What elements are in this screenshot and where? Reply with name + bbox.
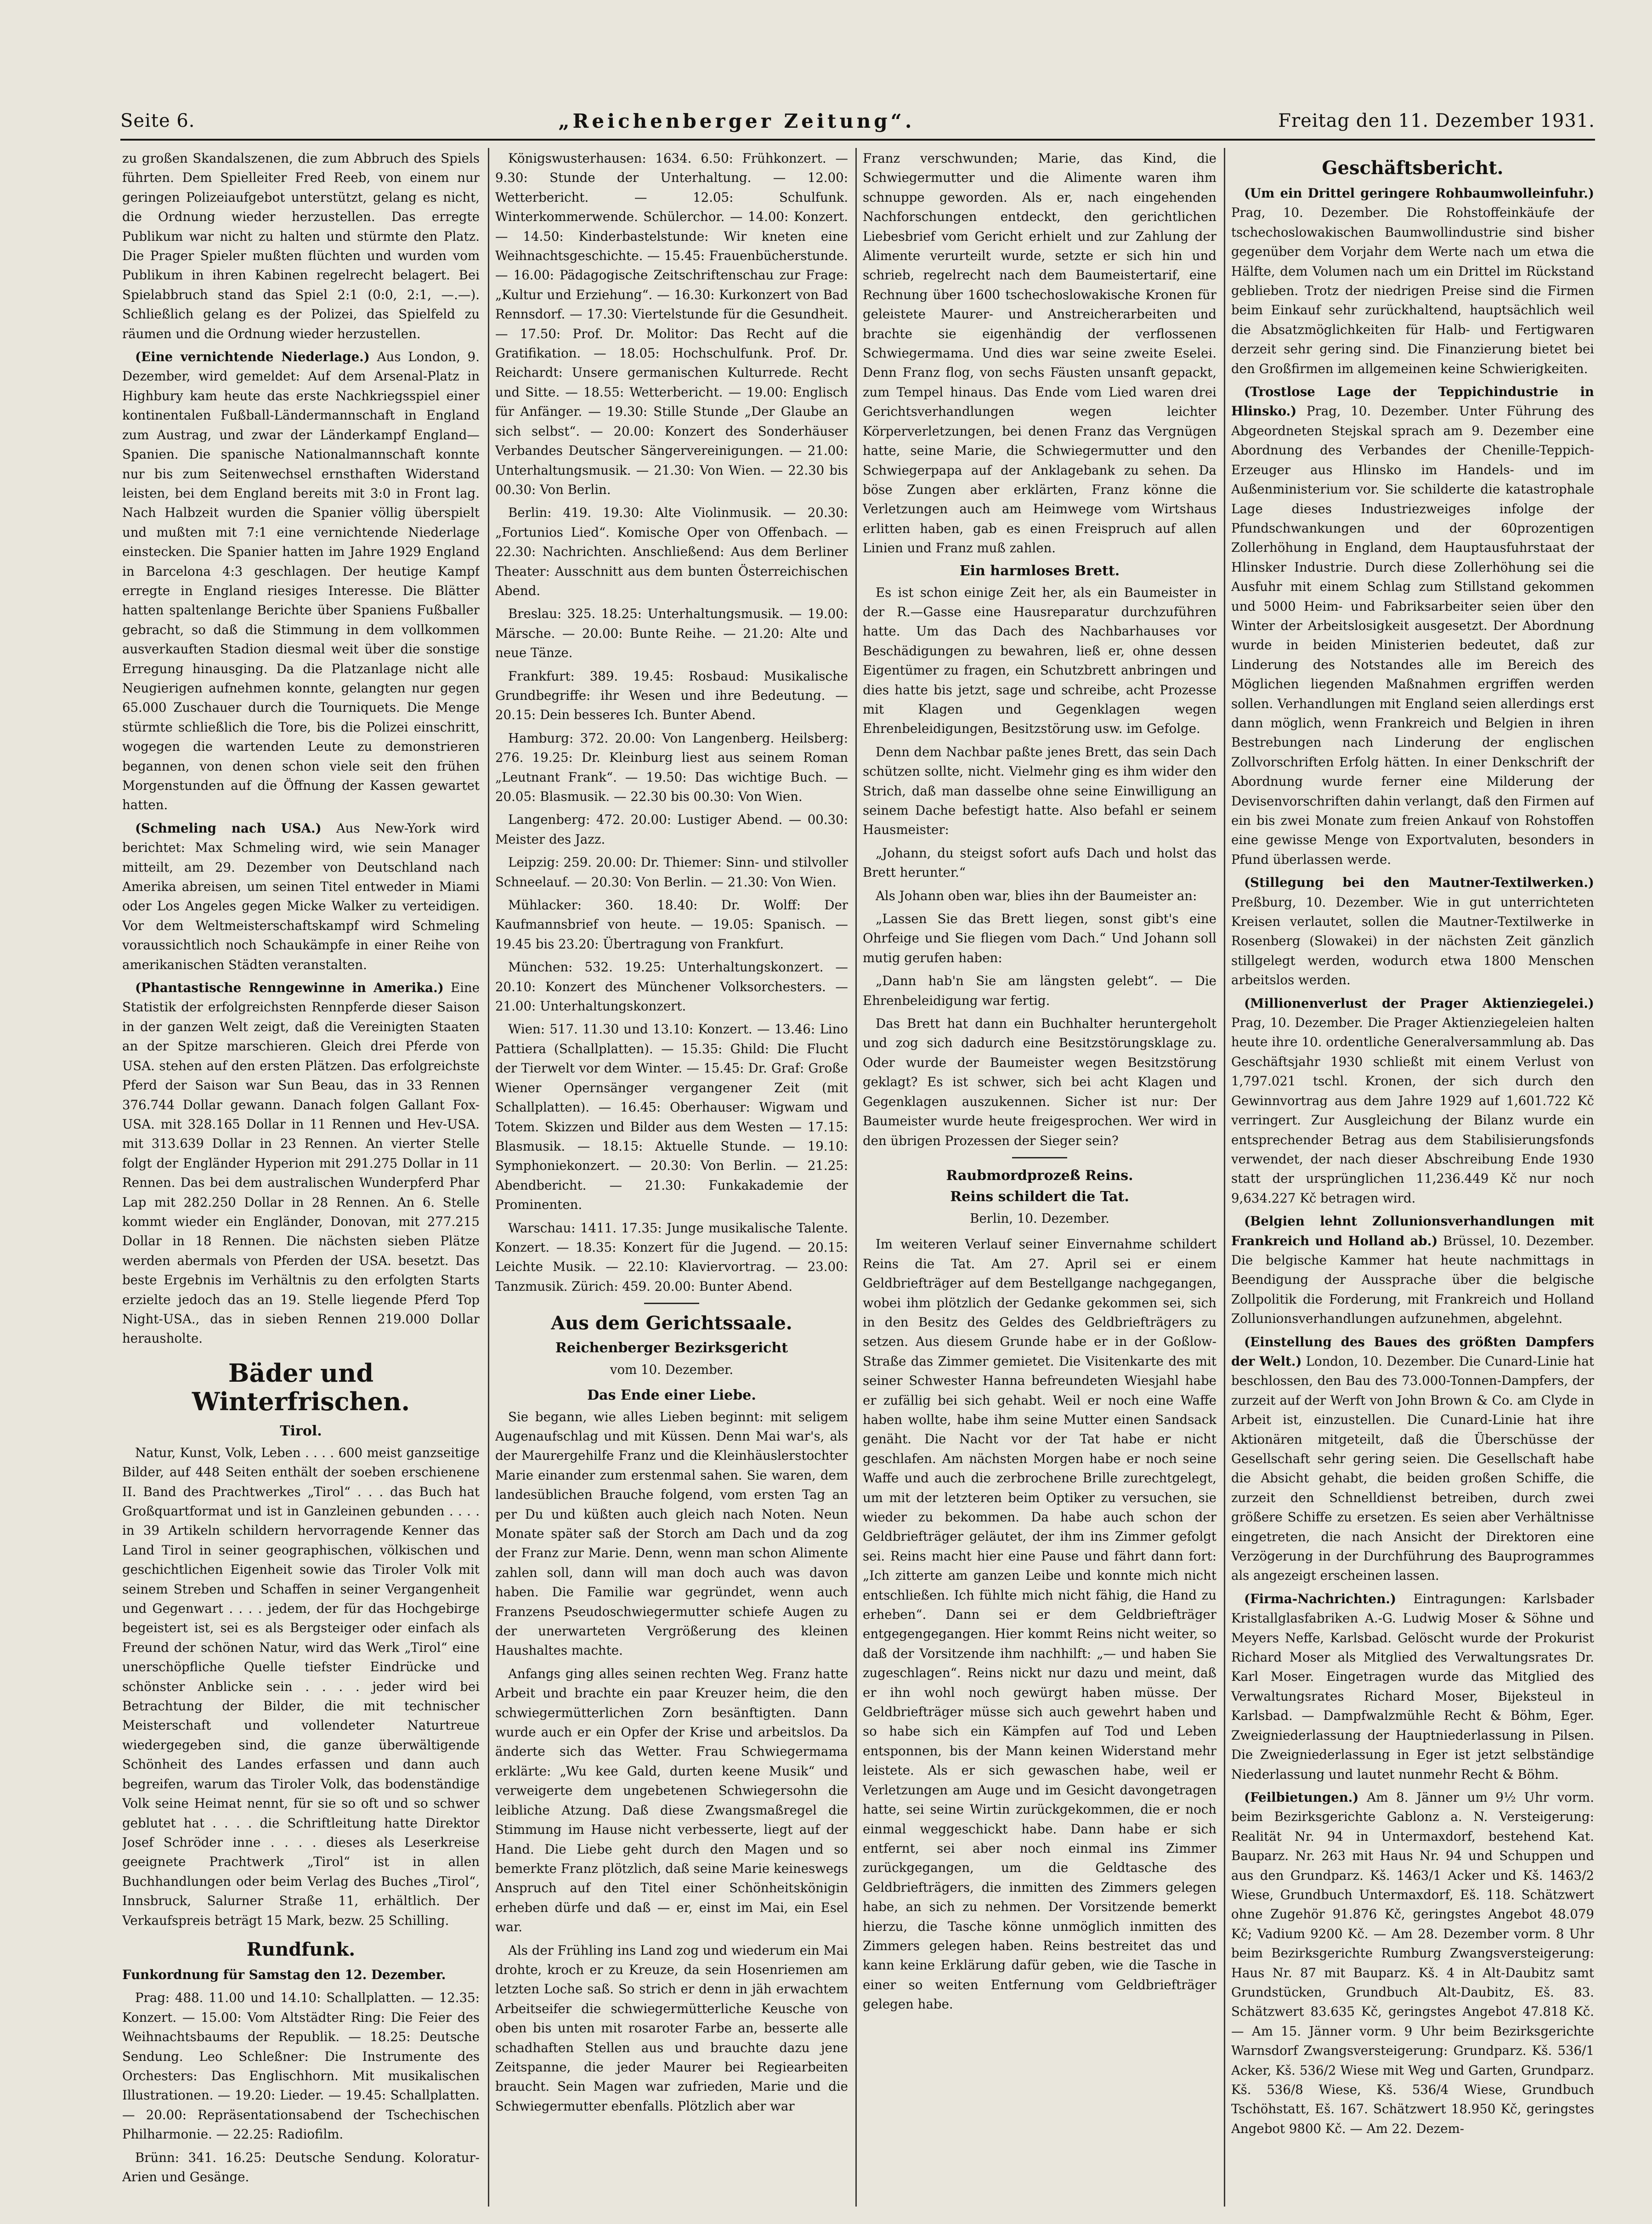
page-number: Seite 6. (120, 110, 195, 131)
item-text: Prag, 10. Dezember. Die Rohstoffeinkäufe der tschechoslowakischen Baumwollindustrie sind bisher gegenüber dem Vorjahr dem Werte nach um etwa die Hälfte, dem Volumen nach um ein Drittel im Rückstand geblieben. Trotz der niedrigen Preise sind die Firmen beim Einkauf sehr zurückhaltend, hauptsächlich weil die Absatzmöglichkeiten für Halb- und Fertigwaren derzeit sehr gering sind. Die Finanzierung bietet bei den Großfirmen im allgemeinen keine Schwierigkeiten. (1231, 205, 1594, 376)
column-divider (1224, 148, 1225, 2207)
news-item (1231, 1788, 1594, 2139)
column-1 (122, 149, 480, 2198)
radio-listing: Mühlacker: 360. 18.40: Dr. Wolff: Der Kaufmannsbrief von heute. — 19.05: Spanisch. — 19.45 bis 23.20: Übertragung von Frankfurt. (495, 897, 848, 952)
news-item (1231, 1589, 1594, 1784)
item-headline: (Um ein Drittel geringere Rohbaumwolleinfuhr.) (1244, 186, 1594, 201)
item-headline: (Einstellung des Baues des größten Dampfers der Welt.) (1231, 1334, 1594, 1369)
item-text: Brüssel, 10. Dezember. Die belgische Kammer hat heute nachmittags in Beendigung der Aussprache über die belgische Zollpolitik die Forderung, mit Frankreich und Holland Zollunionsverhandlungen aufzunehmen, abgelehnt. (1231, 1233, 1594, 1327)
item-text: Eine Statistik der erfolgreichsten Rennpferde dieser Saison in der ganzen Welt zeigt, daß die Vereinigten Staaten an der Spitze marschieren. Gleich drei Pferde von USA. stehen auf den ersten Plätzen. Das erfolgreichste Pferd der Saison war Sun Beau, das in 33 Rennen 376.744 Dollar gewann. Danach folgen Gallant Fox-USA. mit 328.165 Dollar in 11 Rennen und Hev-USA. mit 313.639 Dollar in 23 Rennen. An vierter Stelle folgt der Engländer Hyperion mit 291.275 Dollar in 11 Rennen. Das bei dem australischen Wunderpferd Phar Lap mit 282.250 Dollar in 28 Rennen. An 6. Stelle kommt wieder ein Engländer, Donovan, mit 277.215 Dollar in 18 Rennen. Die nächsten sieben Plätze werden abermals von Pferden der USA. besetzt. Das beste Ergebnis im Verhältnis zu den erfolgten Starts erzielte jedoch das an 19. Stelle liegende Pferd Top Night-USA., das in sieben Rennen 219.000 Dollar herausholte. (122, 980, 480, 1346)
radio-listing: Langenberg: 472. 20.00: Lustiger Abend. — 00.30: Meister des Jazz. (495, 812, 848, 847)
separator (644, 1303, 699, 1304)
news-item (1231, 382, 1594, 869)
article-paragraph: „Johann, du steigst sofort aufs Dach und holst das Brett herunter.“ (863, 845, 1216, 880)
column-4 (1231, 149, 1594, 2198)
section-heading: Aus dem Gerichtssaale. (551, 1312, 792, 1334)
item-headline: (Phantastische Renngewinne in Amerika.) (135, 980, 444, 996)
item-headline: (Eine vernichtende Niederlage.) (135, 349, 370, 365)
item-text: London, 10. Dezember. Die Cunard-Linie hat beschlossen, den Bau des 73.000-Tonnen-Dampfers, der zurzeit auf der Werft von John Brown & Co. am Clyde in Arbeit ist, einzustellen. Die Cunard-Linie hat ihre Aktionären mitgeteilt, daß die Überschüsse der Gesellschaft sehr gering seien. Die Gesellschaft habe die Absicht gehabt, die beiden großen Schiffe, die zurzeit den Schnelldienst betreiben, durch zwei größere Schiffe zu ersetzen. Es seien aber Verhältnisse eingetreten, die nach Ansicht der Direktoren eine Verzögerung in der Durchführung des Bauprogrammes als angezeigt erscheinen lassen. (1231, 1353, 1594, 1583)
article-paragraph: Als der Frühling ins Land zog und wiederum ein Mai drohte, kroch er zu Kreuze, da sein Hosenriemen am letzten Loche saß. So strich er denn in jäh erwachtem Arbeitseifer die schwiegermütterliche Keusche von oben bis unten mit rosaroter Farbe an, besserte alle schadhaften Stellen aus und brauchte dazu jene Zeitspanne, die jeder Maurer bei Regiearbeiten braucht. Sein Magen war zufrieden, Marie und die Schwiegermutter ebenfalls. Plötzlich aber war (495, 1942, 848, 2114)
item-text: Preßburg, 10. Dezember. Wie in gut unterrichteten Kreisen verlautet, sollen die Mautner-Textilwerke in Rosenberg (Slowakei) in der nächsten Zeit gänzlich stillgelegt werden, wodurch etwa 1800 Menschen arbeitslos werden. (1231, 894, 1594, 988)
court-name: Reichenberger Bezirksgericht (555, 1340, 788, 1356)
radio-listing: Wien: 517. 11.30 und 13.10: Konzert. — 13.46: Lino Pattiera (Schallplatten). — 15.35: Ghild: Die Flucht der Tierwelt vor dem Winter. — 15.45: Dr. Graf: Große Wiener Opernsänger vergangener Zeit (mit Schallplatten). — 16.45: Oberhauser: Wigwam und Totem. Skizzen und Bilder aus dem Westen — 17.15: Blasmusik. — 18.15: Aktuelle Stunde. — 19.10: Symphoniekonzert. — 20.30: Von Berlin. — 21.25: Abendbericht. — 21.30: Funkakademie der Prominenten. (495, 1021, 848, 1213)
dateline: vom 10. Dezember. (610, 1362, 734, 1378)
radio-listing: Hamburg: 372. 20.00: Von Langenberg. Heilsberg: 276. 19.25: Dr. Kleinburg liest aus seinem Roman „Leutnant Frank“. — 19.50: Das wichtige Buch. — 20.05: Blasmusik. — 22.30 bis 00.30: Von Wien. (495, 730, 848, 804)
item-headline: (Stillegung bei den Mautner-Textilwerken.) (1244, 875, 1594, 891)
radio-listing: Prag: 488. 11.00 und 14.10: Schallplatten. — 12.35: Konzert. — 15.00: Vom Altstädter Ring: Die Feier des Weihnachtsbaums der Republik. — 18.25: Deutsche Sendung. Leo Schleßner: Die Instrumente des Orchesters: Das Englischhorn. Mit musikalischen Illustrationen. — 19.20: Lieder. — 19.45: Schallplatten. — 20.00: Repräsentationsabend der Tschechischen Philharmonie. — 22.25: Radiofilm. (122, 1990, 480, 2142)
item-headline: (Trostlose Lage der Teppichindustrie in Hlinsko.) (1231, 384, 1594, 419)
article-paragraph: Anfangs ging alles seinen rechten Weg. Franz hatte Arbeit und brachte ein paar Kreuzer heim, die den schwiegermütterlichen Zorn besänftigten. Dann wurde auch er ein Opfer der Krise und arbeitslos. Da änderte sich das Wetter. Frau Schwiegermama erklärte: „Wu kee Gald, durten keene Musik“ und verweigerte dem ungebetenen Schwiegersohn die leibliche Atzung. Daß diese Zwangsmaßregel die Stimmung im Hause nicht verbesserte, liegt auf der Hand. Die Liebe geht durch den Magen und so bemerkte Franz plötzlich, daß seine Marie keineswegs Anspruch auf den Titel einer Schönheitskönigin erheben dürfe und daß — er, einst im Mai, ein Esel war. (495, 1666, 848, 1935)
item-headline: (Feilbietungen.) (1244, 1789, 1359, 1805)
radio-listing: Leipzig: 259. 20.00: Dr. Thiemer: Sinn- und stilvoller Schneelauf. — 20.30: Von Berlin. — 21.30: Von Wien. (495, 855, 848, 890)
dateline: Berlin, 10. Dezember. (970, 1210, 1109, 1226)
column-divider (488, 148, 489, 2207)
program-heading: Funkordnung für Samstag den 12. Dezember. (122, 1967, 446, 1982)
news-item (122, 347, 480, 815)
item-text: Prag, 10. Dezember. Unter Führung des Abgeordneten Stejskal sprach am 9. Dezember eine Abordnung des Verbandes der Chenille-Teppich-Erzeuger aus Hlinsko im Handels- und im Außenministerium vor. Sie schilderte die katastrophale Lage dieses Industriezweiges infolge der Pfundschwankungen und der 60prozentigen Zollerhöhung in England, dem Hauptausfuhrstaat der Hlinsker Industrie. Durch diese Zollerhöhung sei die Ausfuhr mit einem Schlag zum Stillstand gekommen und 5000 Heim- und Fabriksarbeiter seien über den Winter der Arbeitslosigkeit ausgesetzt. Der Abordnung wurde in beiden Ministerien bedeutet, daß zur Linderung des Notstandes alle im Bereich des Möglichen liegenden Maßnahmen ergriffen werden sollen. Verhandlungen mit England seien allerdings erst dann möglich, wenn Frankreich und Belgien in ihren Bestrebungen nach Linderung der englischen Zollvorschriften Erfolg hätten. In einer Denkschrift der Abordnung wurde ferner eine Milderung der Devisenvorschriften dahin verlangt, daß den Firmen auf ein bis zwei Monate zum freien Ankauf von Rohstoffen eine gewisse Menge von Exportvaluten, besonders in Pfund überlassen werde. (1231, 403, 1594, 867)
item-headline: (Millionenverlust der Prager Aktienziegelei.) (1244, 995, 1594, 1011)
article-paragraph: zu großen Skandalszenen, die zum Abbruch des Spiels führten. Dem Spielleiter Fred Reeb, von einem nur geringen Polizeiaufgebot unterstützt, gelang es nicht, die Ordnung wieder herzustellen. Das erregte Publikum war nicht zu halten und stürmte den Platz. Die Prager Spieler mußten flüchten und wurden vom Publikum in ihren Kabinen regelrecht belagert. Bei Spielabbruch stand das Spiel 2:1 (0:0, 2:1, —.—). Schließlich gelang es der Polizei, das Spielfeld zu räumen und die Ordnung wieder herzustellen. (122, 151, 480, 341)
radio-listing: Berlin: 419. 19.30: Alte Violinmusik. — 20.30: „Fortunios Lied“. Komische Oper von Offenbach. — 22.30: Nachrichten. Anschließend: Aus dem Berliner Theater: Ausschnitt aus dem bunten Österreichischen Abend. (495, 505, 848, 598)
column-divider (855, 148, 857, 2207)
radio-listing: Breslau: 325. 18.25: Unterhaltungsmusik. — 19.00: Märsche. — 20.00: Bunte Reihe. — 21.20: Alte und neue Tänze. (495, 606, 848, 661)
separator (1012, 1157, 1067, 1158)
news-item (1231, 1212, 1594, 1328)
radio-listing: Frankfurt: 389. 19.45: Rosbaud: Musikalische Grundbegriffe: ihr Wesen und ihre Bedeutung. — 20.15: Dein besseres Ich. Bunter Abend. (495, 668, 848, 723)
column-3 (863, 149, 1216, 2198)
article-title: Raubmordprozeß Reins. (946, 1167, 1133, 1184)
radio-listing: Brünn: 341. 16.25: Deutsche Sendung. Koloratur-Arien und Gesänge. (122, 2150, 480, 2184)
news-item (122, 819, 480, 975)
radio-listing: München: 532. 19.25: Unterhaltungskonzert. — 20.10: Konzert des Münchener Volksorchesters. — 21.00: Unterhaltungskonzert. (495, 959, 848, 1014)
news-item (1231, 184, 1594, 379)
article-subtitle: Reins schildert die Tat. (950, 1188, 1129, 1205)
article-title: Ein harmloses Brett. (959, 562, 1120, 579)
section-heading: Bäder und Winterfrischen. (192, 1358, 410, 1416)
news-item (1231, 873, 1594, 990)
item-text: Am 8. Jänner um 9½ Uhr vorm. beim Bezirksgerichte Gablonz a. N. Versteigerung: Realität Nr. 94 in Untermaxdorf, bestehend Kat. Bauparz. Nr. 263 mit Haus Nr. 94 und Schuppen und aus den Grundparz. Kš. 1463/1 Acker und Kš. 1463/2 Wiese, Grundbuch Untermaxdorf, Eš. 118. Schätzwert ohne Zugehör 91.876 Kč, geringstes Angebot 48.079 Kč; Vadium 9200 Kč. — Am 28. Dezember vorm. 8 Uhr beim Bezirksgerichte Rumburg Zwangsversteigerung: Haus Nr. 87 mit Bauparz. Kš. 4 in Alt-Daubitz samt Grundstücken, Grundbuch Alt-Daubitz, Eš. 83. Schätzwert 83.635 Kč, geringstes Angebot 47.818 Kč. — Am 15. Jänner vorm. 9 Uhr beim Bezirksgerichte Warnsdorf Zwangsversteigerung: Grundparz. Kš. 536/1 Acker, Kš. 536/2 Wiese mit Weg und Garten, Grundparz. Kš. 536/8 Wiese, Kš. 536/4 Wiese, Grundbuch Tschöhstatt, Eš. 167. Schätzwert 18.950 Kč, geringstes Angebot 9800 Kč. — Am 22. Dezem- (1231, 1789, 1594, 2136)
column-2 (495, 149, 848, 2198)
article-paragraph: Franz verschwunden; Marie, das Kind, die Schwiegermutter und die Alimente waren ihm schnuppe geworden. Als er, nach eingehenden Nachforschungen entdeckt, den gerichtlichen Liebesbrief vom Gericht erhielt und zur Zahlung der Alimente verurteilt wurde, setzte er sich hin und schrieb, regelrecht nach dem Baumeistertarif, eine Rechnung über 1600 tschechoslowakische Kronen für geleistete Maurer- und Anstreicherarbeiten und brachte sie eigenhändig der verflossenen Schwiegermama. Und dies war seine zweite Eselei. Denn Franz flog, von sechs Fäusten unsanft gepackt, zum Tempel hinaus. Das Ende vom Lied waren drei Gerichtsverhandlungen wegen leichter Körperverletzungen, bei denen Franz das Vergnügen hatte, seine Marie, die Schwiegermutter und den Schwiegerpapa auf der Anklagebank zu sehen. Da böse Zungen aber erklärten, Franz könne die Verletzungen auch am Heimwege vom Wirtshaus erlitten haben, gab es einen Freispruch auf allen Linien und Franz muß zahlen. (863, 151, 1216, 556)
item-headline: (Firma-Nachrichten.) (1244, 1591, 1397, 1606)
item-text: Aus New-York wird berichtet: Max Schmeling wird, wie sein Manager mitteilt, am 29. Dezember von Deutschland nach Amerika abreisen, um seinen Titel entweder in Miami oder Los Angeles gegen Micke Walker zu verteidigen. Vor dem Weltmeisterschaftskampf wird Schmeling voraussichtlich noch Schaukämpfe in einer Reihe von amerikanischen Städten veranstalten. (122, 820, 480, 972)
header-rule (120, 139, 1595, 141)
item-headline: (Schmeling nach USA.) (135, 820, 322, 836)
article-paragraph: „Dann hab'n Sie am längsten gelebt“. — Die Ehrenbeleidigung war fertig. (863, 973, 1216, 1008)
article-paragraph: Natur, Kunst, Volk, Leben . . . . 600 meist ganzseitige Bilder, auf 448 Seiten enthält der soeben erschienene II. Band des Prachtwerkes „Tirol“ . . . das Buch hat Großquartformat und ist in Ganzleinen gebunden . . . . in 39 Artikeln schildern hervorragende Kenner das Land Tirol in seiner geographischen, völkischen und geschichtlichen Eigenheit sowie das Tiroler Volk mit seinem Streben und Schaffen in seiner Vergangenheit und Gegenwart . . . . jedem, der für das Hochgebirge begeistert ist, sei es als Bergsteiger oder einfach als Freund der schönen Natur, wird das Werk „Tirol“ eine unerschöpfliche Quelle tiefster Eindrücke und schönster Anblicke sein . . . . jeder wird bei Betrachtung der Bilder, die mit technischer Meisterschaft und vollendeter Naturtreue wiedergegeben sind, die ganze überwältigende Schönheit des Landes erfassen und dann auch begreifen, warum das Tiroler Volk, das bodenständige Volk seine Heimat nennt, für sie so oft und so schwer geblutet hat . . . . die Schriftleitung hatte Direktor Josef Schröder inne . . . . dieses als Leserkreise geeignete Prachtwerk „Tirol“ ist in allen Buchhandlungen oder beim Verlag des Buches „Tirol“, Innsbruck, Salurner Straße 11, erhältlich. Der Verkaufspreis beträgt 15 Mark, bezw. 25 Schilling. (122, 1445, 480, 1928)
article-paragraph: „Lassen Sie das Brett liegen, sonst gibt's eine Ohrfeige und Sie fliegen vom Dach.“ Und Johann soll mutig gerufen haben: (863, 911, 1216, 965)
article-title: Das Ende einer Liebe. (587, 1387, 756, 1403)
article-paragraph: Als Johann oben war, blies ihn der Baumeister an: (876, 888, 1197, 903)
news-item (1231, 1333, 1594, 1586)
newspaper-title: „Reichenberger Zeitung“. (558, 109, 915, 132)
radio-listing: Warschau: 1411. 17.35: Junge musikalische Talente. Konzert. — 18.35: Konzert für die Jugend. — 20.15: Leichte Musik. — 22.10: Klaviervortrag. — 23.00: Tanzmusik. Zürich: 459. 20.00: Bunter Abend. (495, 1220, 848, 1294)
news-item (1231, 994, 1594, 1208)
section-heading: Rundfunk. (246, 1938, 356, 1960)
article-paragraph: Sie begann, wie alles Lieben beginnt: mit seligem Augenaufschlag und mit Küssen. Denn Mai war's, als der Maurergehilfe Franz und die Kleinhäuslerstochter Marie einander zum erstenmal sahen. Sie waren, dem landesüblichen Brauche folgend, vom ersten Tag an per Du und küßten auch gleich nach Noten. Neun Monate später saß der Storch am Dach und da zog der Franz zur Marie. Denn, wenn man schon Alimente zahlen soll, dann will man doch auch was davon haben. Die Familie war gegründet, wenn auch Franzens Pseudoschwiegermutter schiefe Augen zu der unerwarteten Vergrößerung des kleinen Haushaltes machte. (495, 1409, 848, 1658)
article-paragraph: Es ist schon einige Zeit her, als ein Baumeister in der R.—Gasse eine Hausreparatur durchzuführen hatte. Um das Dach des Nachbarhauses vor Beschädigungen zu bewahren, ließ er, ohne dessen Eigentümer zu fragen, ein Schutzbrett anbringen und dies hatte bis jetzt, sage und schreibe, acht Prozesse mit Klagen und Gegenklagen wegen Ehrenbeleidigungen, Besitzstörung usw. im Gefolge. (863, 584, 1216, 737)
item-headline: (Belgien lehnt Zollunionsverhandlungen mit Frankreich und Holland ab.) (1231, 1214, 1594, 1248)
article-paragraph: Im weiteren Verlauf seiner Einvernahme schildert Reins die Tat. Am 27. April sei er einem Geldbriefträger auf dem Bestellgange nachgegangen, wobei ihm plötzlich der Gedanke gekommen sei, sich in den Besitz des Geldes des Geldbriefträgers zu setzen. Aus diesem Grunde habe er in der Goßlow-Straße das Zimmer gemietet. Die Visitenkarte des mit seiner Schwester Hanna befreundeten Wiesjahl habe er zufällig bei sich gehabt. Weil er noch eine Waffe haben wollte, habe ihm seine Mutter einen Sandsack genäht. Die Nacht vor der Tat habe er nicht geschlafen. Am nächsten Morgen habe er noch seine Waffe und auch die zerbrochene Brille zurechtgelegt, um mit der letzteren beim Optiker zu versuchen, sie wieder zu bekommen. Da habe auch schon der Geldbriefträger geläutet, der ihm ins Zimmer gefolgt sei. Reins macht hier eine Pause und fährt dann fort: „Ich zitterte am ganzen Leibe und konnte mich nicht entschließen. Ich fühlte mich nicht fähig, die Hand zu erheben“. Dann sei er dem Geldbriefträger entgegengegangen. Hier kommt Reins nicht weiter, so daß der Vorsitzende ihm nachhilft: „— und haben Sie zugeschlagen“. Reins nickt nur dazu und meint, daß er ihn wohl noch gewürgt haben müsse. Der Geldbriefträger müsse sich auch gewehrt haben und so habe sich ein Kämpfen auf Tod und Leben entsponnen, bis der Mann keinen Widerstand mehr leistete. Als er sich gewaschen habe, weil er Verletzungen am Auge und im Gesicht davongetragen hatte, sei seine Wirtin zurückgekommen, die er noch einmal weggeschickt habe. Dann habe er sich entfernt, sei aber noch einmal ins Zimmer zurückgegangen, um die Geldtasche des Geldbriefträgers, die inmitten des Zimmers gelegen habe, an sich zu nehmen. Der Vorsitzende bemerkt hierzu, die Tasche könne unmöglich inmitten des Zimmers gelegen haben. Reins bestreitet das und kann keine Erklärung dafür geben, wie die Tasche in einer so weiten Entfernung vom Geldbriefträger gelegen habe. (863, 1237, 1216, 2012)
subsection-heading: Tirol. (280, 1423, 322, 1439)
item-text: Prag, 10. Dezember. Die Prager Aktienziegeleien halten heute ihre 10. ordentliche Generalversammlung ab. Das Geschäftsjahr 1930 schließt mit einem Verlust von 1,797.021 tschl. Kronen, der sich durch den Gewinnvortrag aus dem Jahre 1929 auf 1,601.722 Kč verringert. Zur Ausgleichung der Bilanz wurde ein entsprechender Betrag aus dem Stabilisierungsfonds verwendet, der nach dieser Abschreibung Ende 1930 statt der ursprünglichen 11,236.449 Kč nur noch 9,634.227 Kč betragen wird. (1231, 1015, 1594, 1206)
article-paragraph: Denn dem Nachbar paßte jenes Brett, das sein Dach schützen sollte, nicht. Vielmehr ging es ihm wider den Strich, daß man dasselbe ohne seine Einwilligung an seinem Dache befestigt hatte. Also befahl er seinem Hausmeister: (863, 744, 1216, 838)
radio-listing: Königswusterhausen: 1634. 6.50: Frühkonzert. — 9.30: Stunde der Unterhaltung. — 12.00: Wetterbericht. — 12.05: Schulfunk. Winterkommerwende. Schülerchor. — 14.00: Konzert. — 14.50: Kinderbastelstunde: Wir kneten eine Weihnachtsgeschichte. — 15.45: Frauenbücherstunde. — 16.00: Pädagogische Zeitschriftenschau zur Frage: „Kultur und Erziehung“. — 16.30: Kurkonzert von Bad Rennsdorf. — 17.30: Viertelstunde für die Gesundheit. — 17.50: Prof. Dr. Molitor: Das Recht auf die Gratifikation. — 18.05: Hochschulfunk. Prof. Dr. Reichardt: Unsere germanischen Kulturrede. Recht und Sitte. — 18.55: Wetterbericht. — 19.00: Englisch für Anfänger. — 19.30: Stille Stunde „Der Glaube an sich selbst“. — 20.00: Konzert des Sonderhäuser Verbandes Deutscher Sängervereinigungen. — 21.00: Unterhaltungsmusik. — 21.30: Von Wien. — 22.30 bis 00.30: Von Berlin. (495, 151, 848, 497)
item-text: Aus London, 9. Dezember, wird gemeldet: Auf dem Arsenal-Platz in Highbury kam heute das erste Nachkriegsspiel einer kontinentalen Fußball-Ländermannschaft in England zum Austrag, und zwar der Länderkampf England—Spanien. Die spanische Nationalmannschaft konnte nur bis zum Seitenwechsel ernsthaften Widerstand leisten, bei dem England bereits mit 3:0 in Front lag. Nach Halbzeit wurden die Spanier völlig überspielt und mußten mit 7:1 eine vernichtende Niederlage einstecken. Die Spanier hatten im Jahre 1929 England in Barcelona 4:3 geschlagen. Der heutige Kampf erregte in England riesiges Interesse. Die Blätter hatten spaltenlange Berichte über Spaniens Fußballer gebracht, so daß die Stimmung in dem vollkommen ausverkauften Stadion diesmal weit über die sonstige Erregung hinausging. Da die Platzanlage nicht alle Neugierigen aufnehmen konnte, gelangten nur gegen 65.000 Zuschauer durch die Tourniquets. Die Menge stürmte schließlich die Tore, bis die Polizei einschritt, wogegen die wartenden Leute zu demonstrieren begannen, von denen schon viele seit den frühen Morgenstunden auf die Öffnung der Kassen gewartet hatten. (122, 349, 480, 813)
section-heading: Geschäftsbericht. (1322, 157, 1504, 179)
page-header (120, 107, 1595, 135)
item-text: Eintragungen: Karlsbader Kristallglasfabriken A.-G. Ludwig Moser & Söhne und Meyers Neffe, Karlsbad. Gelöscht wurde der Prokurist Richard Moser als Mitglied des Verwaltungsrates Dr. Karl Moser. Eingetragen wurde das Mitglied des Verwaltungsrates Richard Moser, Bijeksteul in Karlsbad. — Dampfwalzmühle Recht & Böhm, Eger. Zweigniederlassung der Hauptniederlassung in Pilsen. Die Zweigniederlassung in Eger ist jetzt selbständige Niederlassung und lautet nunmehr Recht & Böhm. (1231, 1591, 1594, 1782)
article-paragraph: Das Brett hat dann ein Buchhalter heruntergeholt und zog sich dadurch eine Besitzstörungsklage zu. Oder wurde der Baumeister wegen Besitzstörung geklagt? Es ist schwer, sich bei acht Klagen und Gegenklagen auszukennen. Sicher ist nur: Der Baumeister wurde heute freigesprochen. Wer wird in den übrigen Prozessen der Sieger sein? (863, 1016, 1216, 1148)
news-item (122, 978, 480, 1349)
issue-date: Freitag den 11. Dezember 1931. (1278, 110, 1595, 131)
